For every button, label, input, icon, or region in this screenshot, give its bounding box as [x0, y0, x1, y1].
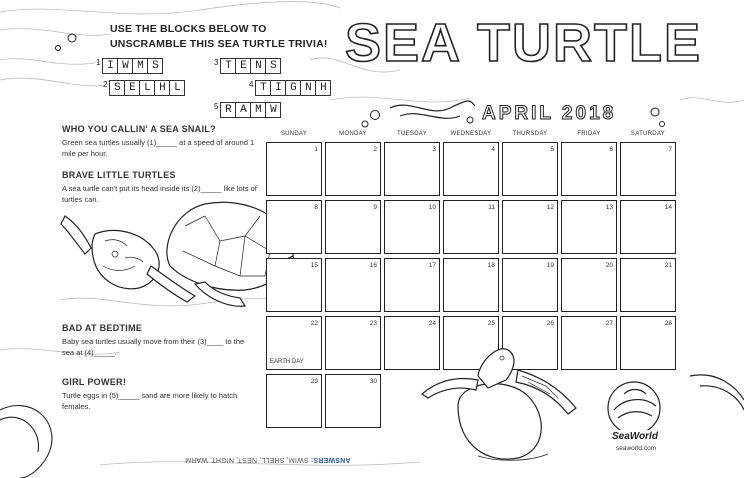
letter-block: I	[270, 80, 286, 96]
day-number: 29	[310, 378, 318, 385]
day-number: 23	[369, 320, 377, 327]
page-title: SEA TURTLE	[345, 13, 702, 73]
calendar-cell[interactable]	[325, 374, 381, 428]
calendar-cell[interactable]	[325, 316, 381, 370]
instructions-line-1: USE THE BLOCKS BELOW TO	[110, 23, 267, 35]
letter-block: W	[117, 58, 133, 74]
day-number: 16	[369, 262, 377, 269]
scramble-4	[249, 80, 330, 96]
scramble-number: 3	[214, 58, 219, 67]
day-number: 22	[310, 320, 318, 327]
seaworld-logo-icon	[594, 370, 674, 430]
calendar-cell[interactable]	[384, 200, 440, 254]
answers-key	[185, 456, 350, 463]
trivia-4	[62, 377, 262, 412]
trivia-body: Turtle eggs in (5)_____ sand are more likely to hatch females.	[62, 391, 238, 411]
calendar-cell[interactable]	[561, 200, 617, 254]
day-number: 25	[487, 320, 495, 327]
day-header-sunday: SUNDAY	[280, 131, 308, 137]
day-number: 17	[428, 262, 436, 269]
scramble-number: 1	[96, 58, 101, 67]
letter-block: N	[250, 58, 266, 74]
letter-block: L	[169, 80, 185, 96]
day-number: 15	[310, 262, 318, 269]
day-number: 2	[373, 146, 377, 153]
letter-block: S	[109, 80, 125, 96]
calendar-cell[interactable]	[620, 316, 676, 370]
day-header-wednesday: WEDNESDAY	[450, 131, 492, 137]
letter-block: H	[315, 80, 331, 96]
scramble-number: 5	[214, 102, 219, 111]
day-number: 5	[550, 146, 554, 153]
trivia-heading: BRAVE LITTLE TURTLES	[62, 170, 176, 180]
scramble-1	[96, 58, 162, 74]
day-number: 9	[373, 204, 377, 211]
day-number: 21	[664, 262, 672, 269]
calendar-cell[interactable]	[620, 200, 676, 254]
calendar-cell[interactable]	[266, 142, 322, 196]
calendar-cell[interactable]	[384, 142, 440, 196]
calendar-cell[interactable]	[443, 258, 499, 312]
letter-block: M	[132, 58, 148, 74]
calendar-cell[interactable]	[443, 200, 499, 254]
baby-turtle-illustration	[418, 336, 598, 466]
letter-block: H	[154, 80, 170, 96]
day-number: 1	[314, 146, 318, 153]
month-title: APRIL 2018	[482, 103, 617, 124]
calendar-cell[interactable]	[266, 200, 322, 254]
trivia-body: Baby sea turtles usually move from their (3)____ to the sea at (4)_____.	[62, 337, 245, 357]
day-number: 6	[609, 146, 613, 153]
day-number: 24	[428, 320, 436, 327]
calendar-cell[interactable]	[561, 142, 617, 196]
calendar-cell[interactable]	[266, 374, 322, 428]
day-number: 8	[314, 204, 318, 211]
trivia-3	[62, 323, 252, 358]
day-number: 19	[546, 262, 554, 269]
earth-day-note: EARTH DAY	[270, 359, 304, 365]
day-number: 27	[605, 320, 613, 327]
scramble-number: 4	[249, 80, 254, 89]
letter-block: L	[139, 80, 155, 96]
calendar-cell[interactable]	[325, 200, 381, 254]
calendar-cell[interactable]	[443, 142, 499, 196]
instructions-line-2: UNSCRAMBLE THIS SEA TURTLE TRIVIA!	[110, 38, 328, 50]
calendar-cell[interactable]	[325, 258, 381, 312]
trivia-heading: GIRL POWER!	[62, 377, 127, 387]
day-number: 4	[491, 146, 495, 153]
letter-block: I	[102, 58, 118, 74]
day-number: 18	[487, 262, 495, 269]
calendar-cell[interactable]	[384, 258, 440, 312]
scramble-2	[103, 80, 184, 96]
letter-block: R	[220, 102, 236, 118]
letter-block: M	[250, 102, 266, 118]
day-header-thursday: THURSDAY	[512, 131, 548, 137]
day-number: 11	[488, 204, 495, 211]
trivia-heading: WHO YOU CALLIN' A SEA SNAIL?	[62, 124, 216, 134]
letter-block: A	[235, 102, 251, 118]
letter-block: W	[265, 102, 281, 118]
answers-label: ANSWERS:	[310, 456, 351, 463]
day-number: 3	[432, 146, 436, 153]
answers-text: SWIM, SHELL, NEST, NIGHT, WARM	[185, 456, 309, 463]
calendar-cell[interactable]	[502, 200, 558, 254]
instructions	[110, 22, 328, 52]
seaworld-url: seaworld.com	[616, 445, 657, 452]
calendar-cell[interactable]	[266, 258, 322, 312]
calendar-cell[interactable]	[561, 258, 617, 312]
day-header-monday: MONDAY	[339, 131, 367, 137]
calendar-cell[interactable]	[620, 142, 676, 196]
letter-block: E	[124, 80, 140, 96]
day-header-tuesday: TUESDAY	[397, 131, 427, 137]
letter-block: E	[235, 58, 251, 74]
day-number: 14	[664, 204, 672, 211]
day-number: 26	[546, 320, 554, 327]
day-number: 30	[369, 378, 377, 385]
scramble-5	[214, 102, 280, 118]
day-number: 13	[605, 204, 613, 211]
day-header-friday: FRIDAY	[577, 131, 601, 137]
day-number: 28	[664, 320, 672, 327]
letter-block: T	[220, 58, 236, 74]
letter-block: S	[147, 58, 163, 74]
calendar-cell[interactable]	[620, 258, 676, 312]
trivia-body: A sea turtle can't put its head inside its (2)_____ like lots of turtles can.	[62, 184, 257, 204]
scramble-3	[214, 58, 280, 74]
day-header-saturday: SATURDAY	[630, 131, 666, 137]
day-number: 12	[546, 204, 554, 211]
letter-block: T	[255, 80, 271, 96]
calendar-cell[interactable]	[266, 316, 322, 370]
letter-block: G	[285, 80, 301, 96]
scramble-number: 2	[103, 80, 108, 89]
day-number: 20	[605, 262, 613, 269]
calendar-cell[interactable]	[325, 142, 381, 196]
calendar-cell[interactable]	[502, 142, 558, 196]
trivia-heading: BAD AT BEDTIME	[62, 323, 143, 333]
day-number: 7	[668, 146, 672, 153]
calendar-cell[interactable]	[502, 258, 558, 312]
trivia-1	[62, 124, 262, 159]
trivia-body: Green sea turtles usually (1)_____ at a speed of around 1 mile per hour.	[62, 138, 255, 158]
seaworld-logo-text: SeaWorld	[612, 431, 658, 442]
day-number: 10	[428, 204, 436, 211]
letter-block: S	[265, 58, 281, 74]
letter-block: N	[300, 80, 316, 96]
